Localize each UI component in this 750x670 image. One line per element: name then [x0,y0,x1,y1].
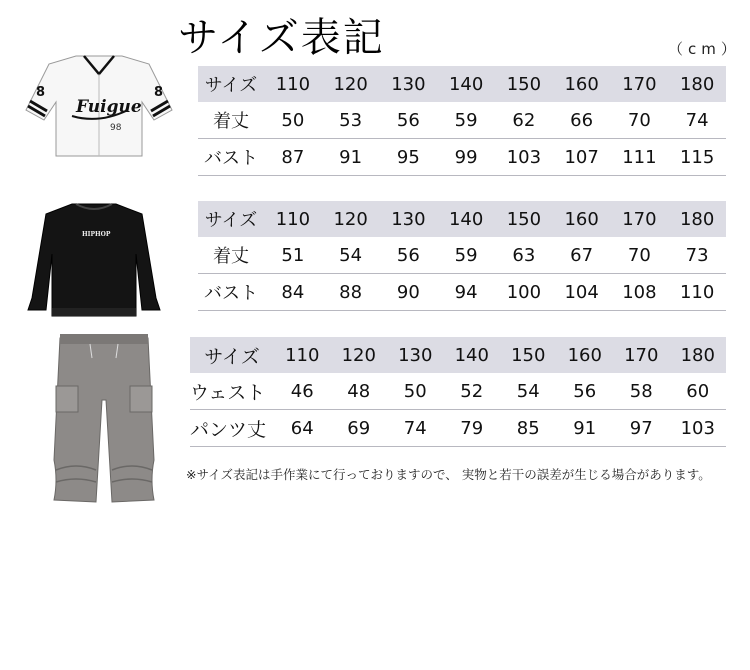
header-cell: 140 [437,201,495,237]
table-cell: 103 [670,410,727,447]
header-cell: 170 [611,66,669,102]
table-cell: 100 [495,274,553,311]
table-cell: 107 [553,139,611,176]
header-cell: 170 [613,337,670,373]
table-cell: 111 [611,139,669,176]
table-cell: 103 [495,139,553,176]
table-cell: 84 [264,274,322,311]
header-cell: 150 [495,66,553,102]
table-cell: 104 [553,274,611,311]
header-cell: サイズ [198,201,264,237]
size-disclaimer-note: ※サイズ表記は手作業にて行っておりますので、 実物と若干の誤差が生じる場合があります。 [186,467,711,482]
table-cell: 73 [668,237,726,274]
header-cell: 140 [444,337,501,373]
header-cell: 110 [274,337,331,373]
table-row [198,237,726,274]
shirt-number: 98 [110,123,122,133]
table-cell: 108 [611,274,669,311]
unit-label: （cm） [668,40,741,58]
table-header-row [198,66,726,102]
header-cell: 130 [380,66,438,102]
table-cell: 97 [613,410,670,447]
header-cell: 160 [553,201,611,237]
table-row [198,102,726,139]
table-cell: 74 [668,102,726,139]
table-cell: 91 [322,139,380,176]
header-cell: 160 [553,66,611,102]
row-label: 着丈 [198,237,264,274]
header-cell: 180 [668,201,726,237]
header-cell: 170 [611,201,669,237]
header-cell: 130 [380,201,438,237]
table-cell: 56 [380,237,438,274]
cargo-pants-image [50,330,158,508]
baseball-shirt-image [24,50,174,160]
table-cell: 56 [380,102,438,139]
sweatshirt-print: HIPHOP [82,231,111,238]
table-cell: 99 [437,139,495,176]
table-cell: 50 [264,102,322,139]
table-cell: 51 [264,237,322,274]
header-cell: 180 [670,337,727,373]
table-cell: 91 [557,410,614,447]
table-cell: 67 [553,237,611,274]
table-cell: 54 [500,373,557,410]
table-cell: 59 [437,237,495,274]
table-cell: 90 [380,274,438,311]
table-cell: 88 [322,274,380,311]
row-label: パンツ丈 [190,410,274,447]
table-cell: 53 [322,102,380,139]
header-cell: 120 [322,66,380,102]
table-row [198,274,726,311]
table-cell: 59 [437,102,495,139]
table-row [190,373,726,410]
table-cell: 70 [611,102,669,139]
size-table-sweatshirt [198,201,726,311]
header-cell: 160 [557,337,614,373]
table-row [198,139,726,176]
header-cell: 120 [322,201,380,237]
header-cell: 140 [437,66,495,102]
header-cell: サイズ [198,66,264,102]
table-cell: 70 [611,237,669,274]
sleeve-number-right: 8 [154,85,164,100]
table-cell: 74 [387,410,444,447]
table-cell: 52 [444,373,501,410]
size-table-shirt [198,66,726,176]
table-cell: 110 [668,274,726,311]
table-cell: 63 [495,237,553,274]
table-cell: 85 [500,410,557,447]
header-cell: 150 [495,201,553,237]
header-cell: サイズ [190,337,274,373]
size-table-pants [190,337,726,447]
table-cell: 115 [668,139,726,176]
table-cell: 79 [444,410,501,447]
shirt-script-logo: Fuigue [76,97,142,117]
table-cell: 69 [331,410,388,447]
table-cell: 50 [387,373,444,410]
table-cell: 60 [670,373,727,410]
row-label: バスト [198,274,264,311]
row-label: バスト [198,139,264,176]
header-cell: 120 [331,337,388,373]
table-cell: 66 [553,102,611,139]
row-label: 着丈 [198,102,264,139]
table-cell: 94 [437,274,495,311]
header-cell: 130 [387,337,444,373]
black-sweatshirt-image [24,198,164,320]
table-cell: 87 [264,139,322,176]
table-cell: 62 [495,102,553,139]
table-cell: 56 [557,373,614,410]
table-cell: 64 [274,410,331,447]
header-cell: 110 [264,66,322,102]
page-title: サイズ表記 [178,15,385,61]
row-label: ウェスト [190,373,274,410]
table-header-row [198,201,726,237]
header-cell: 180 [668,66,726,102]
sleeve-number-left: 8 [36,85,46,100]
table-row [190,410,726,447]
header-cell: 110 [264,201,322,237]
table-cell: 48 [331,373,388,410]
table-cell: 58 [613,373,670,410]
table-cell: 95 [380,139,438,176]
header-cell: 150 [500,337,557,373]
table-cell: 54 [322,237,380,274]
table-cell: 46 [274,373,331,410]
table-header-row [190,337,726,373]
